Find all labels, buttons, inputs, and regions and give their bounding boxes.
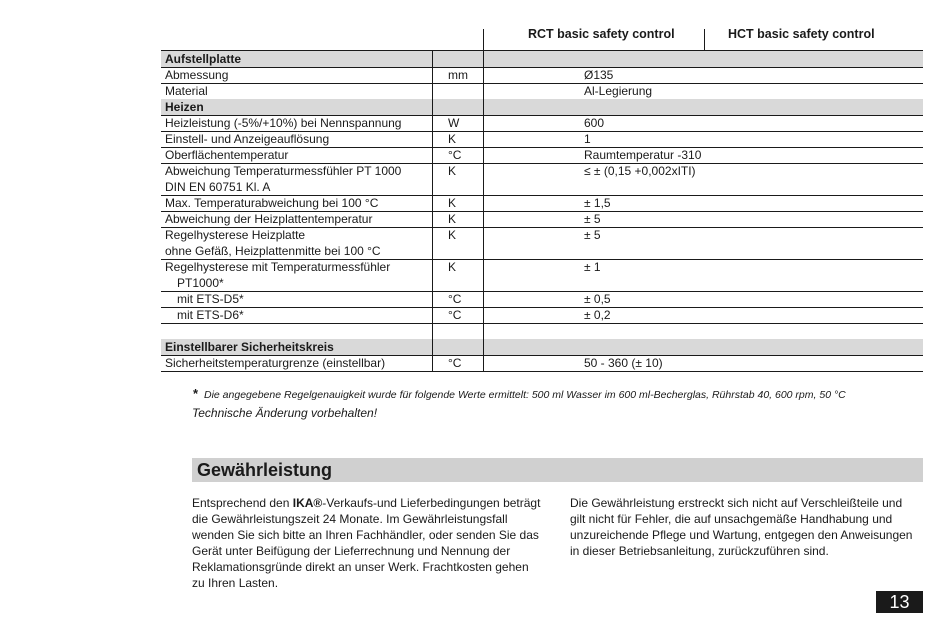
parameter-label-line: Einstellbarer Sicherheitskreis	[165, 340, 334, 354]
value-cell: ± 1,5	[584, 196, 611, 210]
table-row	[161, 307, 923, 323]
parameter-label-line: PT1000*	[177, 276, 224, 290]
value-cell: ± 5	[584, 212, 601, 226]
unit-cell: K	[448, 260, 457, 274]
parameter-label-line: Sicherheitstemperaturgrenze (einstellbar)	[165, 356, 386, 370]
column-header-rct: RCT basic safety control	[528, 27, 675, 41]
unit-cell: W	[448, 116, 460, 130]
warranty-left-paragraph	[192, 495, 552, 591]
warranty-left-line: -Verkaufs-und Lieferbedingungen beträgt	[322, 496, 541, 510]
unit-cell: °C	[448, 356, 462, 370]
value-cell: ± 0,5	[584, 292, 611, 306]
value-cell: Raumtemperatur -310	[584, 148, 702, 162]
unit-cell: °C	[448, 308, 462, 322]
parameter-label	[165, 131, 329, 147]
parameter-label	[165, 115, 401, 131]
footnote-mark: *	[193, 386, 199, 401]
parameter-label	[165, 147, 288, 163]
parameter-label-line: ohne Gefäß, Heizplattenmitte bei 100 °C	[165, 244, 381, 258]
unit-cell: °C	[448, 148, 462, 162]
parameter-label-line: mit ETS-D5*	[177, 292, 244, 306]
technical-change-note: Technische Änderung vorbehalten!	[192, 406, 378, 420]
parameter-label	[165, 195, 378, 211]
parameter-label-line: Material	[165, 84, 208, 98]
parameter-label	[165, 227, 381, 259]
table-row	[161, 83, 923, 99]
warranty-left-intro: Entsprechend den	[192, 496, 293, 510]
table-row	[161, 227, 923, 259]
parameter-label-line: Oberflächentemperatur	[165, 148, 289, 162]
warranty-left-line: wenden Sie sich bitte an Ihren Fachhändler, oder senden Sie das	[192, 528, 539, 542]
unit-cell: °C	[448, 292, 462, 306]
parameter-label-line: Heizen	[165, 100, 204, 114]
warranty-title: Gewährleistung	[197, 460, 333, 480]
footnote-text: Die angegebene Regelgenauigkeit wurde für folgende Werte ermittelt: 500 ml Wasser im 600 ml-Becherglas, Rührstab 40, 600 rpm, 50 °C	[204, 389, 846, 401]
unit-column-divider	[432, 51, 433, 371]
unit-cell: K	[448, 164, 457, 178]
parameter-label-line: Max. Temperaturabweichung bei 100 °C	[165, 196, 379, 210]
row-rule	[161, 371, 923, 372]
value-column-divider	[483, 29, 484, 371]
page-number: 13	[876, 591, 923, 613]
warranty-heading-bar	[192, 458, 923, 482]
parameter-label	[165, 67, 228, 83]
section-label	[165, 51, 241, 67]
parameter-label-line: Abmessung	[165, 68, 229, 82]
parameter-label	[165, 355, 385, 371]
value-cell: ± 5	[584, 228, 601, 242]
value-cell: ± 1	[584, 260, 601, 274]
parameter-label-line: Regelhysterese mit Temperaturmessfühler	[165, 260, 391, 274]
warranty-right-line: unzureichende Pflege und Wartung, entgegen den Anweisungen	[570, 528, 913, 542]
parameter-label-line: Aufstellplatte	[165, 52, 242, 66]
parameter-label-line: Regelhysterese Heizplatte	[165, 228, 306, 242]
warranty-right-line: gilt nicht für Fehler, die auf unsachgemäße Handhabung und	[570, 512, 893, 526]
section-label	[165, 339, 334, 355]
parameter-label-line: Abweichung der Heizplattentemperatur	[165, 212, 373, 226]
column-header-hct: HCT basic safety control	[728, 27, 875, 41]
value-cell: 50 - 360 (± 10)	[584, 356, 663, 370]
warranty-left-line: Reklamationsgründe direkt an unser Werk. Frachtkosten gehen	[192, 560, 529, 574]
table-row	[161, 147, 923, 163]
table-section-row	[161, 51, 923, 67]
table-row	[161, 323, 923, 339]
table-row	[161, 211, 923, 227]
table-row	[161, 355, 923, 371]
parameter-label	[165, 291, 244, 307]
value-cell: Al-Legierung	[584, 84, 653, 98]
warranty-right-line: Die Gewährleistung erstreckt sich nicht auf Verschleißteile und	[570, 496, 903, 510]
value-cell: 600	[584, 116, 605, 130]
table-row	[161, 259, 923, 291]
value-cell: ± 0,2	[584, 308, 611, 322]
value-cell: ≤ ± (0,15 +0,002xITI)	[584, 164, 696, 178]
warranty-right-line: in dieser Betriebsanleitung, zurückzuführen sind.	[570, 544, 829, 558]
unit-cell: mm	[448, 68, 468, 82]
parameter-label	[165, 307, 244, 323]
parameter-label-line: Heizleistung (-5%/+10%) bei Nennspannung	[165, 116, 402, 130]
table-row	[161, 195, 923, 211]
value-cell: Ø135	[584, 68, 614, 82]
table-section-row	[161, 339, 923, 355]
parameter-label	[165, 163, 401, 195]
table-row	[161, 163, 923, 195]
parameter-label-line: Abweichung Temperaturmessfühler PT 1000	[165, 164, 402, 178]
warranty-left-line: die Gewährleistungszeit 24 Monate. Im Gewährleistungsfall	[192, 512, 508, 526]
table-row	[161, 131, 923, 147]
table-section-row	[161, 99, 923, 115]
section-label	[165, 99, 204, 115]
value-cell: 1	[584, 132, 591, 146]
table-row	[161, 291, 923, 307]
parameter-label-line: Einstell- und Anzeigeauflösung	[165, 132, 330, 146]
unit-cell: K	[448, 132, 457, 146]
unit-cell: K	[448, 212, 457, 226]
warranty-right-paragraph	[570, 495, 930, 559]
warranty-left-line: Gerät unter Beifügung der Lieferrechnung und Nennung der	[192, 544, 511, 558]
parameter-label-line: DIN EN 60751 Kl. A	[165, 180, 271, 194]
unit-cell: K	[448, 228, 457, 242]
parameter-label-line: mit ETS-D6*	[177, 308, 244, 322]
unit-cell: K	[448, 196, 457, 210]
warranty-left-line: zu Ihren Lasten.	[192, 576, 279, 590]
ika-brand: IKA®	[292, 496, 323, 510]
parameter-label	[165, 259, 390, 291]
table-row	[161, 67, 923, 83]
table-row	[161, 115, 923, 131]
parameter-label	[165, 211, 372, 227]
parameter-label	[165, 83, 208, 99]
